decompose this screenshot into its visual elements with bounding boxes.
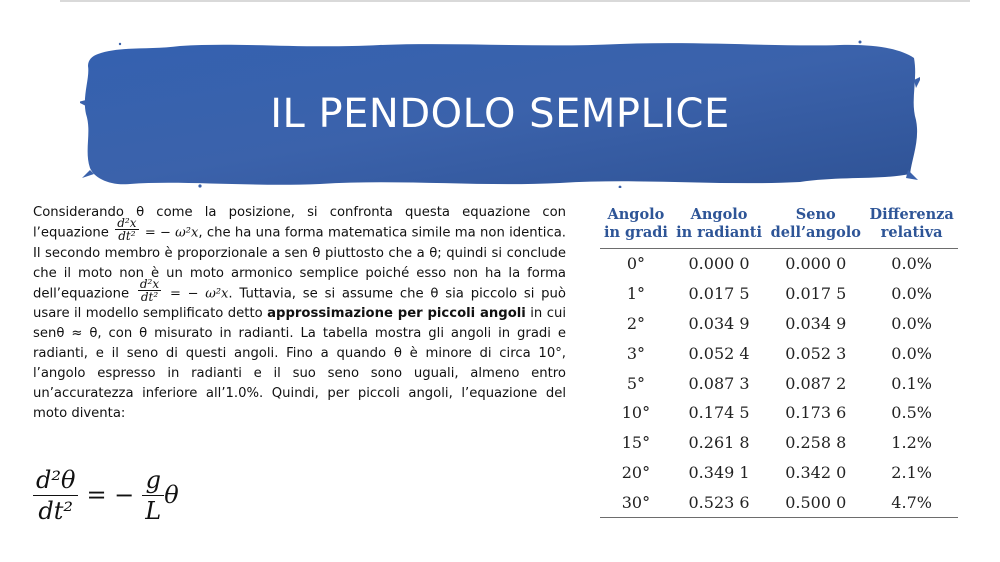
header-radians-line2: in radianti [676,224,763,241]
cell-degrees: 5° [626,373,645,393]
equation-1-denominator: dt² [118,229,136,243]
equation-1-numerator: d²x [117,216,137,230]
cell-sine: 0.034 9 [785,313,847,333]
motion-equation-lhs [33,465,78,526]
table-row [600,398,958,428]
cell-sine: 0.500 0 [766,487,865,517]
paragraph-text-1: Considerando θ come la posizione, si confronta questa equazione con l’equazione [33,205,566,241]
cell-radians: 0.523 6 [672,487,766,517]
header-difference [865,204,958,249]
motion-equation-lhs-denominator: dt² [38,496,74,525]
table-row [600,279,958,309]
header-difference-line2: relativa [880,224,943,241]
cell-degrees: 30° [600,487,672,517]
table-row [600,368,958,398]
motion-equation-rhs [142,465,164,526]
cell-sine: 0.173 6 [785,403,847,423]
table-row [600,458,958,488]
title-banner [80,40,920,188]
paragraph-text-4: in cui senθ ≈ θ, con θ misurato in radianti. La tabella mostra gli angoli in gradi e radianti, e il seno di questi angoli. Fino a quando θ è minore di circa 10°, l’angolo espresso in radianti e il suo seno sono uguali, almeno entro un’accuratezza inferiore all’1.0%. Quindi, per piccoli angoli, l’equazione del moto diventa: [33,306,566,421]
cell-radians: 0.000 0 [688,254,750,274]
table-row [600,249,958,279]
small-angle-term: approssimazione per piccoli angoli [267,306,526,321]
motion-equation-rhs-numerator: g [142,465,164,496]
explanation-paragraph [33,203,566,424]
angle-table [600,204,958,518]
cell-degrees: 1° [626,284,645,304]
cell-degrees: 10° [621,403,651,423]
cell-difference: 0.5% [891,403,932,423]
paragraph-text-2: , che ha una forma matematica simile ma non identica. Il secondo membro è proporzionale a sen θ piuttosto che a θ; quindi si conclude che il moto non è un moto armonico semplice poiché esso non ha la forma dell’equazione [33,225,566,301]
top-divider [60,0,970,2]
equation-2-denominator: dt² [140,289,159,304]
equation-fraction-1 [115,217,138,242]
cell-difference: 0.0% [891,284,932,304]
cell-sine: 0.258 8 [785,433,847,453]
motion-equation-rhs-denominator: L [145,496,162,525]
motion-equation-equals: = − [86,481,135,509]
table-row [600,338,958,368]
header-degrees [600,204,672,249]
header-sine-line2: dell’angolo [770,224,861,241]
header-radians-line1: Angolo [690,206,748,223]
cell-difference: 1.2% [891,433,932,453]
cell-difference: 0.0% [891,343,932,363]
cell-radians: 0.017 5 [688,284,750,304]
header-radians [672,204,766,249]
cell-radians: 0.174 5 [688,403,750,423]
paragraph-text-3: . Tuttavia, se si assume che θ sia piccolo si può usare il modello semplificato detto [33,286,566,321]
equation-2-rhs: = − ω²x [169,286,229,301]
cell-degrees: 15° [621,433,651,453]
cell-sine: 0.342 0 [785,462,847,482]
header-degrees-line1: Angolo [607,206,665,223]
motion-equation-lhs-numerator: d²θ [33,465,78,496]
equation-2-numerator: d²x [139,276,160,291]
cell-degrees: 3° [626,343,645,363]
cell-difference: 2.1% [891,462,932,482]
cell-sine: 0.052 3 [785,343,847,363]
cell-radians: 0.052 4 [688,343,750,363]
table-row [600,428,958,458]
cell-sine: 0.017 5 [785,284,847,304]
cell-degrees: 2° [626,313,645,333]
table-header-row [600,204,958,249]
table-row [600,487,958,517]
page-title: IL PENDOLO SEMPLICE [270,91,730,137]
cell-difference: 0.0% [891,254,932,274]
header-sine-line1: Seno [795,206,836,223]
header-difference-line1: Differenza [869,206,954,223]
cell-sine: 0.000 0 [785,254,847,274]
equation-fraction-2 [138,278,161,303]
cell-difference: 0.0% [891,313,932,333]
cell-difference: 4.7% [865,487,958,517]
cell-radians: 0.349 1 [688,462,750,482]
table-row [600,309,958,339]
equation-1-rhs: = − ω²x [144,225,199,241]
cell-degrees: 20° [621,462,651,482]
cell-degrees: 0° [626,254,645,274]
cell-difference: 0.1% [891,373,932,393]
cell-sine: 0.087 2 [785,373,847,393]
cell-radians: 0.087 3 [688,373,750,393]
header-sine [766,204,865,249]
cell-radians: 0.034 9 [688,313,750,333]
header-degrees-line2: in gradi [603,224,668,241]
motion-equation [33,460,179,530]
motion-equation-theta: θ [164,481,179,509]
cell-radians: 0.261 8 [688,433,750,453]
